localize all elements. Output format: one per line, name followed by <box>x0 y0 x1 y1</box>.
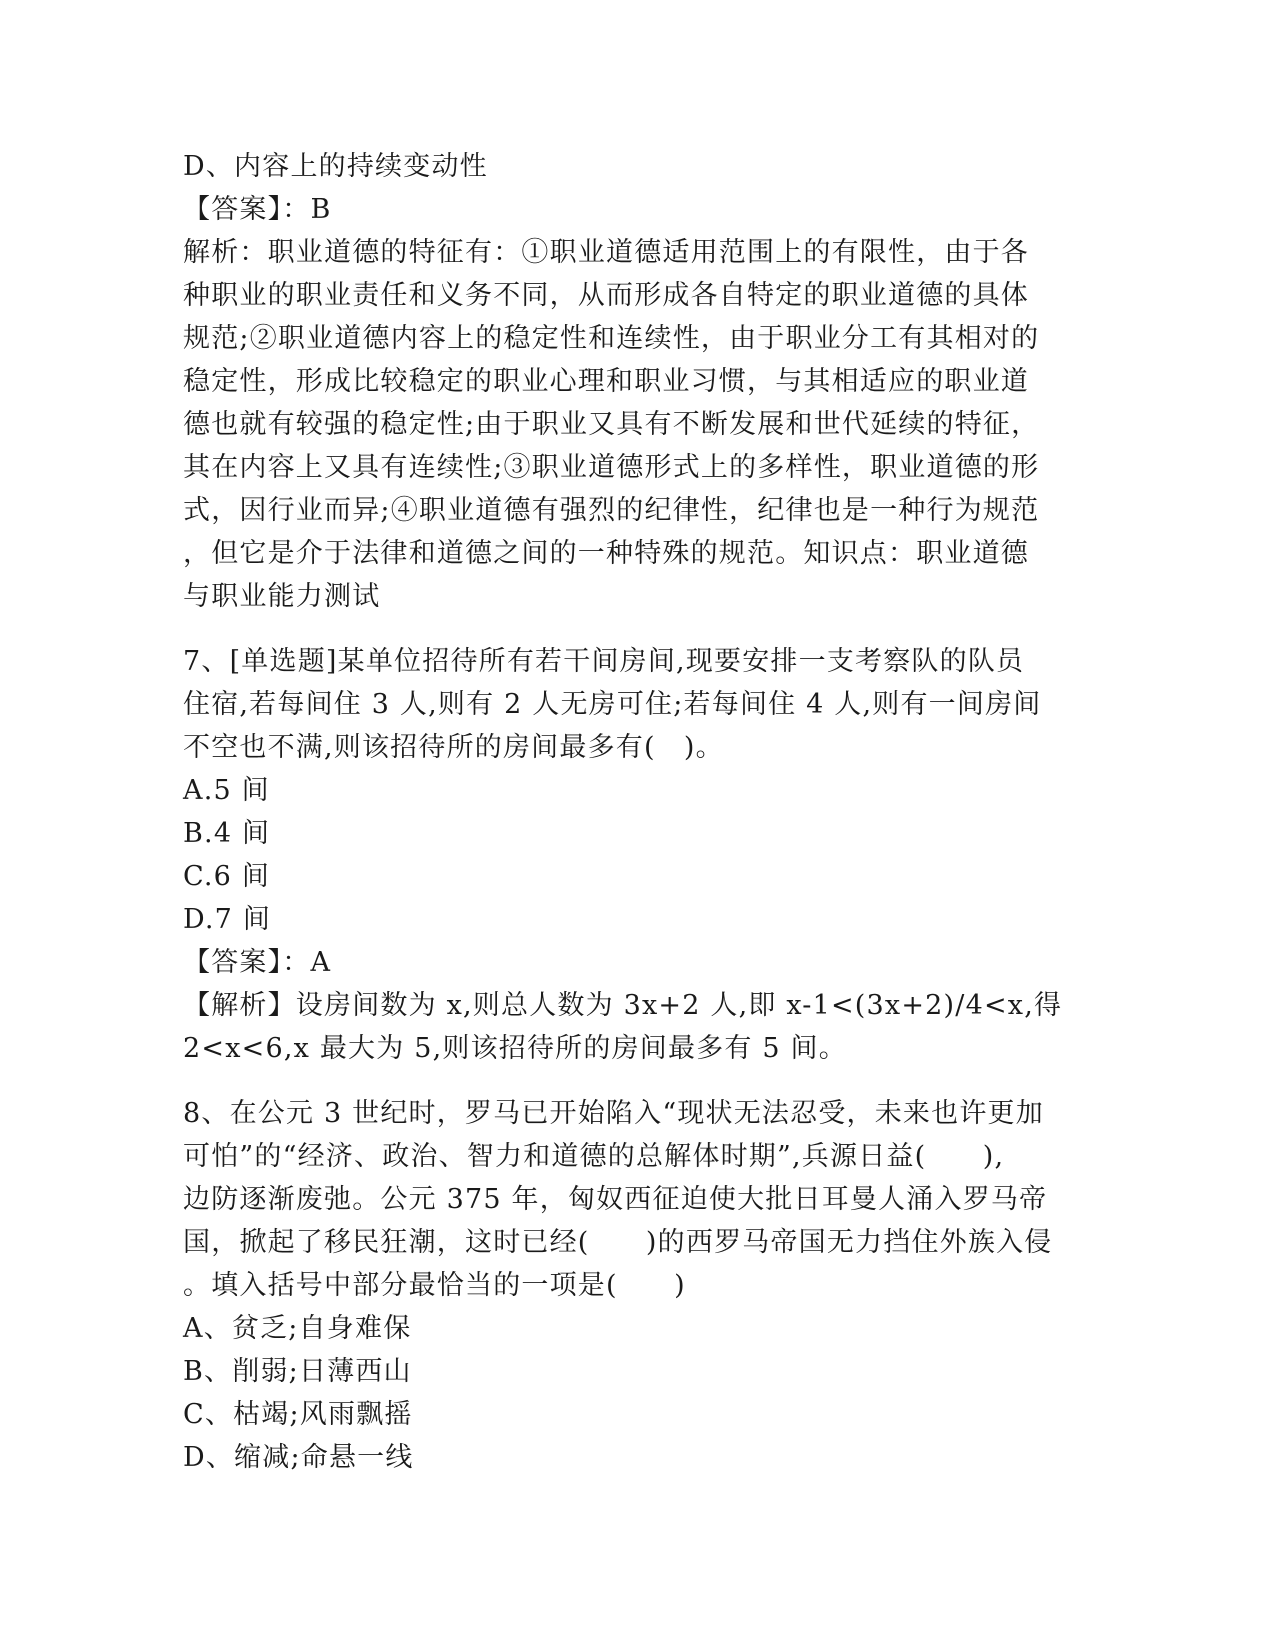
answer-line: 【答案】：A <box>183 947 332 978</box>
analysis-line: 稳定性，形成比较稳定的职业心理和职业习惯，与其相适应的职业道 <box>183 366 1029 397</box>
analysis-line: 其在内容上又具有连续性;③职业道德形式上的多样性，职业道德的形 <box>183 452 1040 483</box>
option-d: D、内容上的持续变动性 <box>183 151 488 182</box>
stem-line: 7、[单选题]某单位招待所有若干间房间,现要安排一支考察队的队员 <box>183 646 1025 677</box>
question-stem <box>183 640 1073 769</box>
analysis-line: ，但它是介于法律和道德之间的一种特殊的规范。知识点：职业道德 <box>183 538 1029 569</box>
analysis-line: 2<x<6,x 最大为 5,则该招待所的房间最多有 5 间。 <box>183 1033 847 1064</box>
analysis-block <box>183 231 1073 618</box>
option-b: B、削弱;日薄西山 <box>183 1356 412 1387</box>
question-stem <box>183 1092 1073 1307</box>
analysis-line: 种职业的职业责任和义务不同，从而形成各自特定的职业道德的具体 <box>183 280 1029 311</box>
stem-line: 8、在公元 3 世纪时，罗马已开始陷入“现状无法忍受，未来也许更加 <box>183 1098 1044 1129</box>
analysis-line: 解析：职业道德的特征有：①职业道德适用范围上的有限性，由于各 <box>183 237 1029 268</box>
stem-line: 可怕”的“经济、政治、智力和道德的总解体时期”,兵源日益( ), <box>183 1141 1005 1172</box>
analysis-line: 德也就有较强的稳定性;由于职业又具有不断发展和世代延续的特征， <box>183 409 1040 440</box>
stem-line: 国，掀起了移民狂潮，这时已经( )的西罗马帝国无力挡住外族入侵 <box>183 1227 1053 1258</box>
analysis-line: 规范;②职业道德内容上的稳定性和连续性，由于职业分工有其相对的 <box>183 323 1040 354</box>
question-7 <box>183 640 1073 1070</box>
analysis-line: 【解析】设房间数为 x,则总人数为 3x+2 人,即 x-1<(3x+2)/4<x,得 <box>183 990 1063 1021</box>
option-c: C.6 间 <box>183 861 271 892</box>
question-8 <box>183 1092 1073 1479</box>
option-d: D.7 间 <box>183 904 272 935</box>
stem-line: 边防逐渐废弛。公元 375 年，匈奴西征迫使大批日耳曼人涌入罗马帝 <box>183 1184 1048 1215</box>
analysis-line: 式，因行业而异;④职业道德有强烈的纪律性，纪律也是一种行为规范 <box>183 495 1040 526</box>
stem-line: 住宿,若每间住 3 人,则有 2 人无房可住;若每间住 4 人,则有一间房间 <box>183 689 1042 720</box>
answer-line: 【答案】：B <box>183 194 332 225</box>
question-6 <box>183 145 1073 618</box>
option-a: A.5 间 <box>183 775 270 806</box>
option-c: C、枯竭;风雨飘摇 <box>183 1399 413 1430</box>
stem-line: 不空也不满,则该招待所的房间最多有( )。 <box>183 732 724 763</box>
stem-line: 。填入括号中部分最恰当的一项是( ) <box>183 1270 686 1301</box>
option-b: B.4 间 <box>183 818 271 849</box>
analysis-line: 与职业能力测试 <box>183 581 381 612</box>
option-d: D、缩减;命悬一线 <box>183 1442 414 1473</box>
option-a: A、贫乏;自身难保 <box>183 1313 412 1344</box>
document-page <box>183 145 1073 1479</box>
